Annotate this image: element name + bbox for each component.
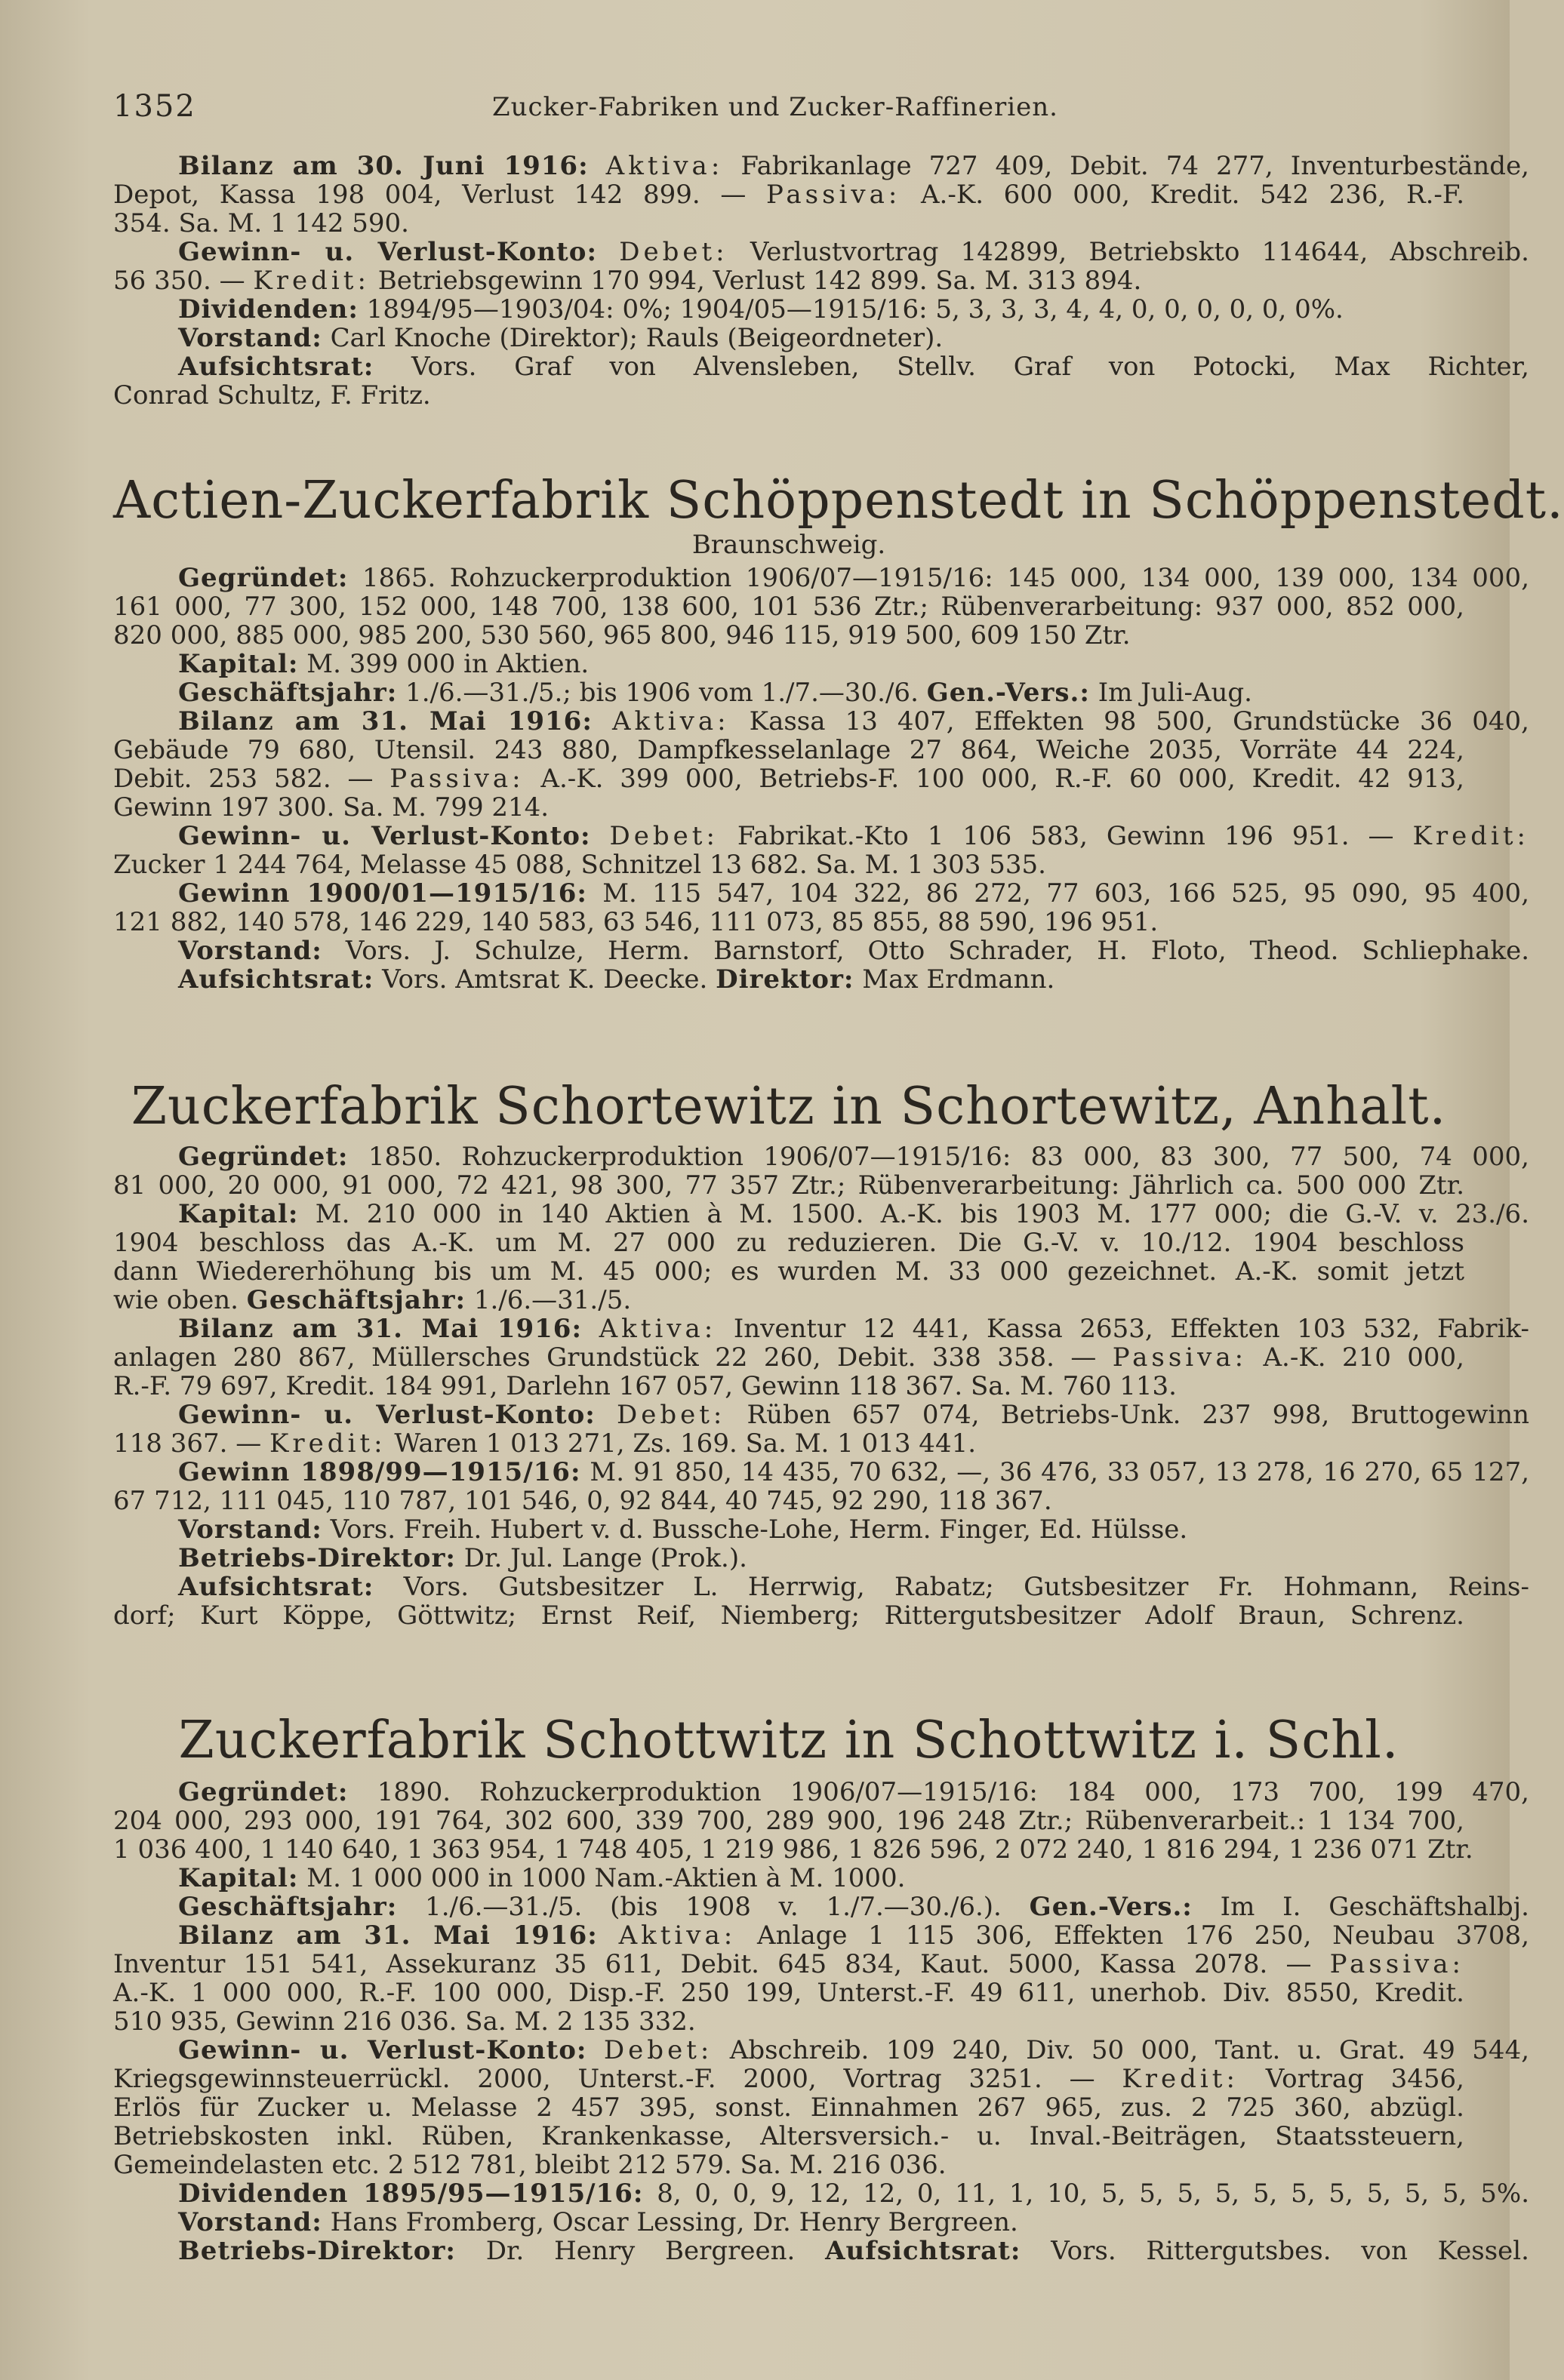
entry-title: Zuckerfabrik Schortewitz in Schortewitz, Anhalt.: [131, 1077, 1447, 1136]
text-line: Gegründet: 1850. Rohzuckerproduktion 1906/07—1915/16: 83 000, 83 300, 77 500, 74 000,: [178, 1142, 1529, 1172]
text-line: Bilanz am 31. Mai 1916: Aktiva: Anlage 1 115 306, Effekten 176 250, Neubau 3708,: [178, 1920, 1529, 1951]
text-line: Vorstand: Vors. J. Schulze, Herm. Barnstorf, Otto Schrader, H. Floto, Theod. Schliephake.: [178, 936, 1529, 966]
text-line: dann Wiedererhöhung bis um M. 45 000; es wurden M. 33 000 gezeichnet. A.-K. somit jetzt: [113, 1256, 1464, 1287]
text-line: Aufsichtsrat: Vors. Amtsrat K. Deecke. Direktor: Max Erdmann.: [178, 964, 1055, 995]
text-line: Gewinn- u. Verlust-Konto: Debet: Abschreib. 109 240, Div. 50 000, Tant. u. Grat. 49 544,: [178, 2035, 1530, 2065]
text-line: Aufsichtsrat: Vors. Gutsbesitzer L. Herrwig, Rabatz; Gutsbesitzer Fr. Hohmann, Reins-: [178, 1572, 1529, 1602]
text-line: Gewinn 1898/99—1915/16: M. 91 850, 14 435, 70 632, —, 36 476, 33 057, 13 278, 16 270, 65 127,: [178, 1457, 1530, 1487]
text-line: 510 935, Gewinn 216 036. Sa. M. 2 135 332.: [113, 2006, 696, 2037]
text-line: A.-K. 1 000 000, R.-F. 100 000, Disp.-F. 250 199, Unterst.-F. 49 611, unerhob. Div. 8550, Kredit.: [113, 1978, 1464, 2008]
text-line: 354. Sa. M. 1 142 590.: [113, 208, 409, 238]
page-number: 1352: [113, 89, 196, 124]
text-line: 1904 beschloss das A.-K. um M. 27 000 zu reduzieren. Die G.-V. v. 10./12. 1904 beschloss: [113, 1228, 1464, 1258]
text-line: Kapital: M. 1 000 000 in 1000 Nam.-Aktien à M. 1000.: [178, 1863, 906, 1893]
text-line: Geschäftsjahr: 1./6.—31./5.; bis 1906 vom 1./7.—30./6. Gen.-Vers.: Im Juli-Aug.: [178, 678, 1252, 708]
text-line: Dividenden 1895/95—1915/16: 8, 0, 0, 9, 12, 12, 0, 11, 1, 10, 5, 5, 5, 5, 5, 5, 5, 5, 5, 5, 5%.: [178, 2179, 1529, 2209]
text-line: Vorstand: Hans Fromberg, Oscar Lessing, Dr. Henry Bergreen.: [178, 2207, 1018, 2237]
text-line: Conrad Schultz, F. Fritz.: [113, 380, 431, 411]
text-line: Betriebs-Direktor: Dr. Henry Bergreen. Aufsichtsrat: Vors. Rittergutsbes. von Kessel.: [178, 2236, 1529, 2266]
text-line: R.-F. 79 697, Kredit. 184 991, Darlehn 167 057, Gewinn 118 367. Sa. M. 760 113.: [113, 1371, 1177, 1401]
text-line: 121 882, 140 578, 146 229, 140 583, 63 546, 111 073, 85 855, 88 590, 196 951.: [113, 907, 1159, 937]
text-line: Kapital: M. 399 000 in Aktien.: [178, 649, 590, 679]
text-line: Aufsichtsrat: Vors. Graf von Alvensleben, Stellv. Graf von Potocki, Max Richter,: [178, 352, 1529, 382]
text-line: Kriegsgewinnsteuerrückl. 2000, Unterst.-F. 2000, Vortrag 3251. — Kredit: Vortrag 3456,: [113, 2064, 1464, 2094]
text-line: 820 000, 885 000, 985 200, 530 560, 965 800, 946 115, 919 500, 609 150 Ztr.: [113, 620, 1131, 650]
text-line: Gewinn- u. Verlust-Konto: Debet: Rüben 657 074, Betriebs-Unk. 237 998, Bruttogewinn: [178, 1400, 1529, 1430]
text-line: Geschäftsjahr: 1./6.—31./5. (bis 1908 v. 1./7.—30./6.). Gen.-Vers.: Im I. Geschäftshalbj.: [178, 1892, 1529, 1922]
text-line: Vorstand: Vors. Freih. Hubert v. d. Bussche-Lohe, Herm. Finger, Ed. Hülsse.: [178, 1514, 1188, 1545]
text-line: 56 350. — Kredit: Betriebsgewinn 170 994, Verlust 142 899. Sa. M. 313 894.: [113, 266, 1142, 296]
text-line: 81 000, 20 000, 91 000, 72 421, 98 300, 77 357 Ztr.; Rübenverarbeitung: Jährlich ca. 500 000 Ztr.: [113, 1170, 1464, 1201]
text-line: Gebäude 79 680, Utensil. 243 880, Dampfkesselanlage 27 864, Weiche 2035, Vorräte 44 224,: [113, 735, 1464, 765]
text-line: wie oben. Geschäftsjahr: 1./6.—31./5.: [113, 1285, 632, 1315]
text-line: Betriebskosten inkl. Rüben, Krankenkasse, Altersversich.- u. Inval.-Beiträgen, Staatssteuern,: [113, 2121, 1464, 2151]
entry-title: Actien-Zuckerfabrik Schöppenstedt in Schöppenstedt.: [113, 471, 1564, 530]
entry-title: Zuckerfabrik Schottwitz in Schottwitz i. Schl.: [178, 1711, 1399, 1770]
text-line: Kapital: M. 210 000 in 140 Aktien à M. 1500. A.-K. bis 1903 M. 177 000; die G.-V. v. 23./6.: [178, 1199, 1529, 1229]
text-line: Zucker 1 244 764, Melasse 45 088, Schnitzel 13 682. Sa. M. 1 303 535.: [113, 850, 1046, 880]
running-head: [113, 89, 1457, 134]
text-line: Debit. 253 582. — Passiva: A.-K. 399 000, Betriebs-F. 100 000, R.-F. 60 000, Kredit. 42 913,: [113, 764, 1464, 794]
text-line: 67 712, 111 045, 110 787, 101 546, 0, 92 844, 40 745, 92 290, 118 367.: [113, 1486, 1052, 1516]
text-line: Gewinn- u. Verlust-Konto: Debet: Verlustvortrag 142899, Betriebskto 114644, Abschreib.: [178, 237, 1529, 267]
text-line: anlagen 280 867, Müllersches Grundstück 22 260, Debit. 338 358. — Passiva: A.-K. 210 000,: [113, 1342, 1464, 1373]
text-line: Gemeindelasten etc. 2 512 781, bleibt 212 579. Sa. M. 216 036.: [113, 2150, 947, 2180]
text-line: 161 000, 77 300, 152 000, 148 700, 138 600, 101 536 Ztr.; Rübenverarbeitung: 937 000, 852 000,: [113, 592, 1464, 622]
text-line: Dividenden: 1894/95—1903/04: 0%; 1904/05—1915/16: 5, 3, 3, 3, 4, 4, 0, 0, 0, 0, 0, 0%.: [178, 294, 1344, 324]
text-line: Bilanz am 31. Mai 1916: Aktiva: Inventur 12 441, Kassa 2653, Effekten 103 532, Fabrik-: [178, 1314, 1529, 1344]
text-line: Gegründet: 1865. Rohzuckerproduktion 1906/07—1915/16: 145 000, 134 000, 139 000, 134 000,: [178, 563, 1529, 593]
text-line: Gewinn 197 300. Sa. M. 799 214.: [113, 792, 550, 823]
text-line: 118 367. — Kredit: Waren 1 013 271, Zs. 169. Sa. M. 1 013 441.: [113, 1428, 977, 1459]
text-line: Inventur 151 541, Assekuranz 35 611, Debit. 645 834, Kaut. 5000, Kassa 2078. — Passiva:: [113, 1949, 1464, 1979]
text-line: 204 000, 293 000, 191 764, 302 600, 339 700, 289 900, 196 248 Ztr.; Rübenverarbeit.: 1 134 700,: [113, 1806, 1464, 1836]
text-line: dorf; Kurt Köppe, Göttwitz; Ernst Reif, Niemberg; Rittergutsbesitzer Adolf Braun, Schrenz.: [113, 1601, 1464, 1631]
text-line: Gewinn 1900/01—1915/16: M. 115 547, 104 322, 86 272, 77 603, 166 525, 95 090, 95 400,: [178, 878, 1529, 909]
text-line: Vorstand: Carl Knoche (Direktor); Rauls (Beigeordneter).: [178, 323, 944, 353]
text-line: Gewinn- u. Verlust-Konto: Debet: Fabrikat.-Kto 1 106 583, Gewinn 196 951. — Kredit:: [178, 821, 1530, 851]
entry-subtitle: Braunschweig.: [691, 530, 886, 560]
text-line: Gegründet: 1890. Rohzuckerproduktion 1906/07—1915/16: 184 000, 173 700, 199 470,: [178, 1777, 1529, 1807]
text-line: Depot, Kassa 198 004, Verlust 142 899. — Passiva: A.-K. 600 000, Kredit. 542 236, R.-F.: [113, 180, 1464, 210]
running-title: Zucker-Fabriken und Zucker-Raffinerien.: [492, 92, 1058, 122]
text-line: Bilanz am 30. Juni 1916: Aktiva: Fabrikanlage 727 409, Debit. 74 277, Inventurbestände,: [178, 151, 1529, 181]
text-line: Erlös für Zucker u. Melasse 2 457 395, sonst. Einnahmen 267 965, zus. 2 725 360, abzügl.: [113, 2092, 1464, 2123]
text-line: 1 036 400, 1 140 640, 1 363 954, 1 748 405, 1 219 986, 1 826 596, 2 072 240, 1 816 294, 1 236 071 Ztr.: [113, 1834, 1473, 1865]
text-line: Betriebs-Direktor: Dr. Jul. Lange (Prok.).: [178, 1543, 747, 1573]
text-line: Bilanz am 31. Mai 1916: Aktiva: Kassa 13 407, Effekten 98 500, Grundstücke 36 040,: [178, 706, 1529, 736]
